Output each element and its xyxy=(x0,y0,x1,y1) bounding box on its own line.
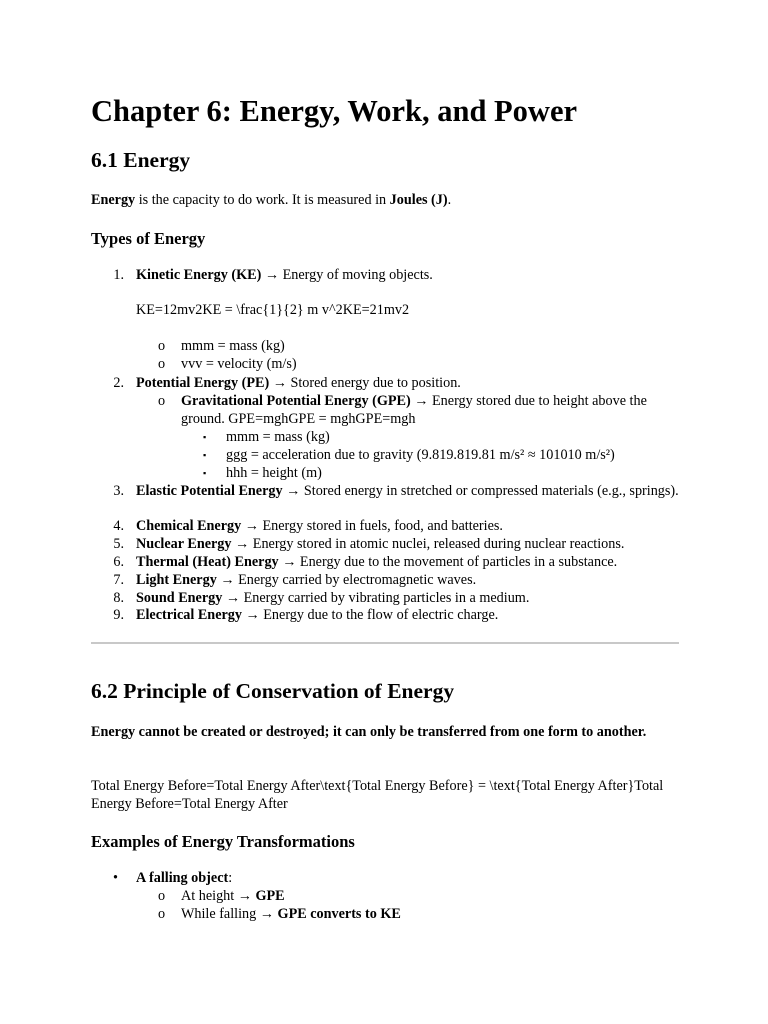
conservation-equation: Total Energy Before=Total Energy After\text{Total Energy Before} = \text{Total Energy After}Total Energy Before=Total Energy After xyxy=(91,778,664,812)
section-heading-energy: 6.1 Energy xyxy=(91,148,191,172)
energy-definition: Energy is the capacity to do work. It is measured in Joules (J). xyxy=(91,192,452,208)
conservation-statement: Energy cannot be created or destroyed; it can only be transferred from one form to another. xyxy=(91,724,647,740)
ke-formula: KE=12mv2KE = \frac{1}{2} m v^2KE=21mv2 xyxy=(136,302,410,318)
types-of-energy-heading: Types of Energy xyxy=(91,229,206,248)
chapter-title: Chapter 6: Energy, Work, and Power xyxy=(91,94,578,128)
examples-heading: Examples of Energy Transformations xyxy=(91,832,355,851)
section-heading-conservation: 6.2 Principle of Conservation of Energy xyxy=(91,679,455,703)
horizontal-rule xyxy=(91,642,679,644)
